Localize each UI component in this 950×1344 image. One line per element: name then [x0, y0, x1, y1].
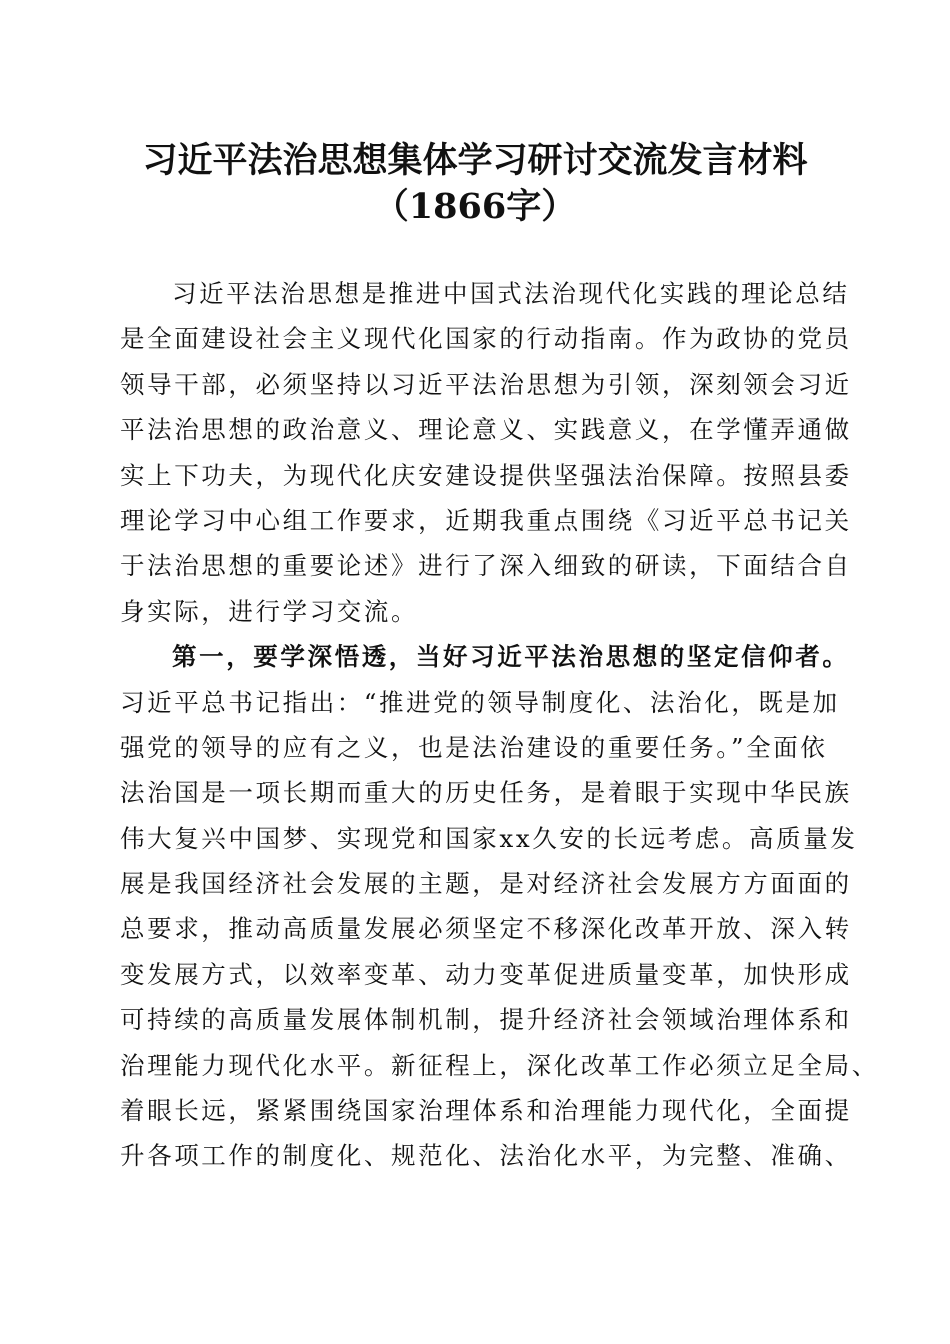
text-line: 身实际，进行学习交流。 — [120, 596, 419, 626]
text-line: 领导干部，必须坚持以习近平法治思想为引领，深刻领会习近 — [120, 369, 852, 399]
text-line: 展是我国经济社会发展的主题，是对经济社会发展方方面面的 — [120, 869, 852, 899]
text-line: 于法治思想的重要论述》进行了深入细致的研读，下面结合自 — [120, 551, 852, 581]
document-title — [60, 138, 890, 230]
text-line: 可持续的高质量发展体制机制，提升经济社会领域治理体系和 — [120, 1005, 852, 1035]
paragraph-section-one — [120, 634, 879, 1179]
text-line: 理论学习中心组工作要求，近期我重点围绕《习近平总书记关 — [120, 505, 852, 535]
text-line: 强党的领导的应有之义，也是法治建设的重要任务。”全面依 — [120, 732, 828, 762]
title-main: 习近平法治思想集体学习研讨交流发言材料 — [142, 140, 808, 181]
text-line: 着眼长远，紧紧围绕国家治理体系和治理能力现代化，全面提 — [120, 1096, 852, 1126]
text-line: 升各项工作的制度化、规范化、法治化水平，为完整、准确、 — [120, 1141, 852, 1171]
text-line: 习近平法治思想是推进中国式法治现代化实践的理论总结 — [172, 279, 850, 308]
text-line: 变发展方式，以效率变革、动力变革促进质量变革，加快形成 — [120, 959, 852, 989]
document-body — [120, 271, 879, 1179]
text-line: 法治国是一项长期而重大的历史任务，是着眼于实现中华民族 — [120, 778, 852, 808]
text-line: 是全面建设社会主义现代化国家的行动指南。作为政协的党员 — [120, 324, 852, 354]
text-line: 总要求，推动高质量发展必须坚定不移深化改革开放、深入转 — [120, 914, 852, 944]
text-line: 治理能力现代化水平。新征程上，深化改革工作必须立足全局、 — [120, 1050, 879, 1080]
text-line: 平法治思想的政治意义、理论意义、实践意义，在学懂弄通做 — [120, 415, 852, 445]
text-line: 伟大复兴中国梦、实现党和国家xx久安的长远考虑。高质量发 — [120, 823, 858, 853]
title-word-count: （1866字） — [373, 186, 577, 227]
paragraph-intro — [120, 271, 852, 634]
text-line: 习近平总书记指出：“推进党的领导制度化、法治化，既是加 — [120, 687, 840, 717]
text-line: 实上下功夫，为现代化庆安建设提供坚强法治保障。按照县委 — [120, 460, 852, 490]
section-heading: 第一，要学深悟透，当好习近平法治思想的坚定信仰者。 — [172, 642, 850, 672]
